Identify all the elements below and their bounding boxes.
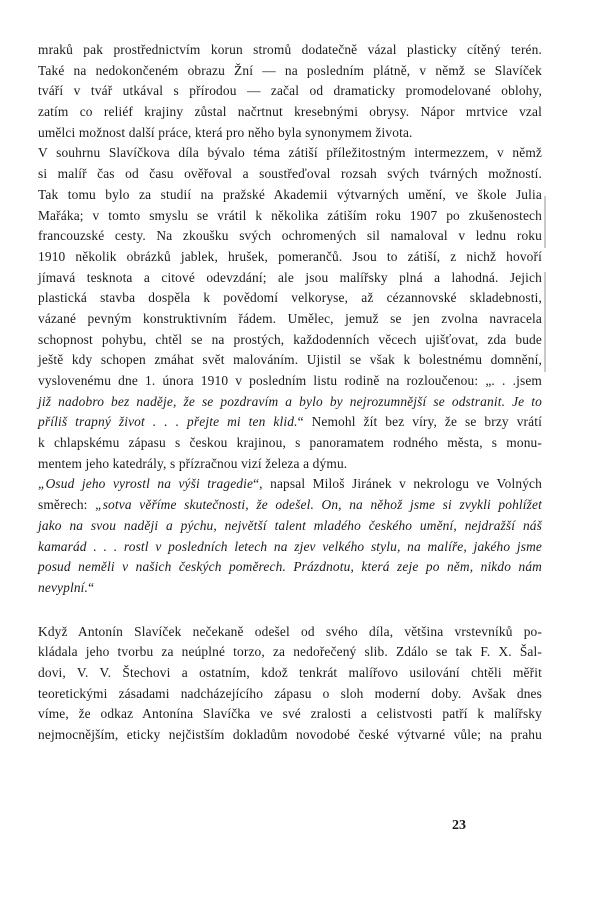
text-line: nejmocnějším, eticky nejčistším dokladům novodobé české výtvarné vůle; na prahu bbox=[38, 727, 542, 742]
text-line: k chlapskému zápasu s českou krajinou, s panoramatem rodného města, s monu- bbox=[38, 435, 542, 451]
paragraph-3 bbox=[38, 622, 542, 746]
text-line: víme, že odkaz Antonína Slavíčka ve své zralosti a celistvosti patří k malířsky bbox=[38, 706, 542, 722]
scan-margin-mark bbox=[544, 196, 546, 248]
text-line: francouzské cesty. Na zkoušku svých ochromených sil namaloval v lednu roku bbox=[38, 228, 542, 244]
text-line: teoretickými zásadami nadcházejícího zápasu o sloh moderní doby. Avšak dnes bbox=[38, 685, 542, 701]
text-line: tváří v tvář utkával s přírodou — začal od dramaticky promodelované oblohy, bbox=[38, 83, 542, 99]
scan-margin-mark bbox=[544, 272, 546, 372]
text-line: plastická stavba dospěla k povědomí velkoryse, až cézannovské skladebnosti, bbox=[38, 290, 542, 306]
text-line: si malíř čas od času ověřoval a soustřeďoval rozsah svých tvárných možností. bbox=[38, 166, 542, 182]
page-body bbox=[38, 40, 542, 746]
paragraph-2 bbox=[38, 143, 542, 474]
text-line: V souhrnu Slavíčkova díla bývalo téma zátiší příležitostným intermezzem, v němž bbox=[38, 145, 542, 161]
text-line: jímavá tesknota a citové odevzdání; ale jsou malířsky plná a lahodná. Jejich bbox=[38, 269, 542, 285]
quote-italic: „Osud jeho vyrostl na výši tragedie bbox=[38, 476, 254, 492]
quote-line: kamarád . . . rostl v posledních letech na zjev velkého stylu, na malíře, jakého jsme bbox=[38, 538, 542, 554]
quote-line: jako na svou naději a pýchu, největší talent mladého českého umění, nejdražší náš bbox=[38, 517, 542, 533]
text-line: 1910 několik obrázků jablek, hrušek, pomerančů. Jsou to zátiší, z nichž hovoří bbox=[38, 248, 542, 264]
quote-line bbox=[38, 495, 542, 516]
letter-quote-italic: příliš trapný život . . . přejte mi ten klid. bbox=[38, 414, 298, 430]
jiranek-quote bbox=[38, 474, 542, 598]
text-line: Také na nedokončeném obrazu Žní — na posledním plátně, v němž se Slavíček bbox=[38, 62, 542, 78]
text-line: mentem jeho katedrály, s přízračnou vizí železa a dýmu. bbox=[38, 455, 348, 471]
section-gap bbox=[38, 599, 542, 622]
quote-italic: nevyplní. bbox=[38, 579, 89, 595]
paragraph-1 bbox=[38, 40, 542, 143]
text-line: vyslovenému dne 1. února 1910 v posledním listu rodině na rozloučenou: „. . .jsem bbox=[38, 373, 542, 388]
text-line: Když Antonín Slavíček nečekaně odešel od svého díla, většina vrstevníků po- bbox=[38, 623, 542, 639]
text-line: kládala jeho tvorbu za neúplné torzo, za nedořečený slib. Zdálo se tak F. X. Šal- bbox=[38, 644, 542, 660]
text-line: mraků pak prostřednictvím korun stromů dodatečně vázal plasticky cítěný terén. bbox=[38, 42, 542, 57]
quote-lead: směrech: bbox=[38, 497, 96, 513]
text-line: ještě kdy schopen zmáhat svět malováním. Ujistil se však k bolestnému domnění, bbox=[38, 352, 542, 368]
text-line: umělci možnost další práce, která pro něho byla synonymem života. bbox=[38, 124, 413, 140]
quote-line bbox=[38, 578, 542, 599]
quote-line bbox=[38, 474, 542, 495]
quote-rest: “ bbox=[88, 579, 95, 595]
text-line: Mařáka; v tomto smyslu se vrátil k několika zátiším roku 1907 po zkušenostech bbox=[38, 207, 542, 223]
text-line: vázané pevným konstruktivním řádem. Umělec, jemuž se jen zvolna navracela bbox=[38, 310, 542, 326]
page-number: 23 bbox=[452, 818, 466, 833]
quote-rest: “, napsal Miloš Jiránek v nekrologu ve Volných bbox=[253, 476, 542, 492]
letter-quote-line: již nadobro bez naděje, že se pozdravím a bylo by nejrozumnější se odstranit. Je to bbox=[38, 393, 542, 409]
quote-italic: „sotva věříme skutečnosti, že odešel. On, na něhož jsme si zvykli pohlížet bbox=[95, 497, 542, 513]
text-line: dovi, V. V. Štechovi a ostatním, kdož tenkrát malířovo usilování chtěli měřit bbox=[38, 664, 542, 680]
letter-quote-rest: “ Nemohl žít bez víry, že se brzy vrátí bbox=[297, 414, 542, 430]
text-line: schopnost pohybu, chtěl se na prostých, každodenních věcech ujišťovat, zda bude bbox=[38, 331, 542, 347]
text-line: Tak tomu bylo za studií na pražské Akademii výtvarných umění, ve škole Julia bbox=[38, 186, 542, 202]
quote-line: posud neměli v našich českých poměrech. Prázdnotu, která zeje po něm, nikdo nám bbox=[38, 559, 542, 575]
text-line: zatím co reliéf krajiny zůstal načrtnut kresebnými obrysy. Nápor mrtvice vzal bbox=[38, 104, 542, 120]
letter-quote-line bbox=[38, 412, 542, 433]
